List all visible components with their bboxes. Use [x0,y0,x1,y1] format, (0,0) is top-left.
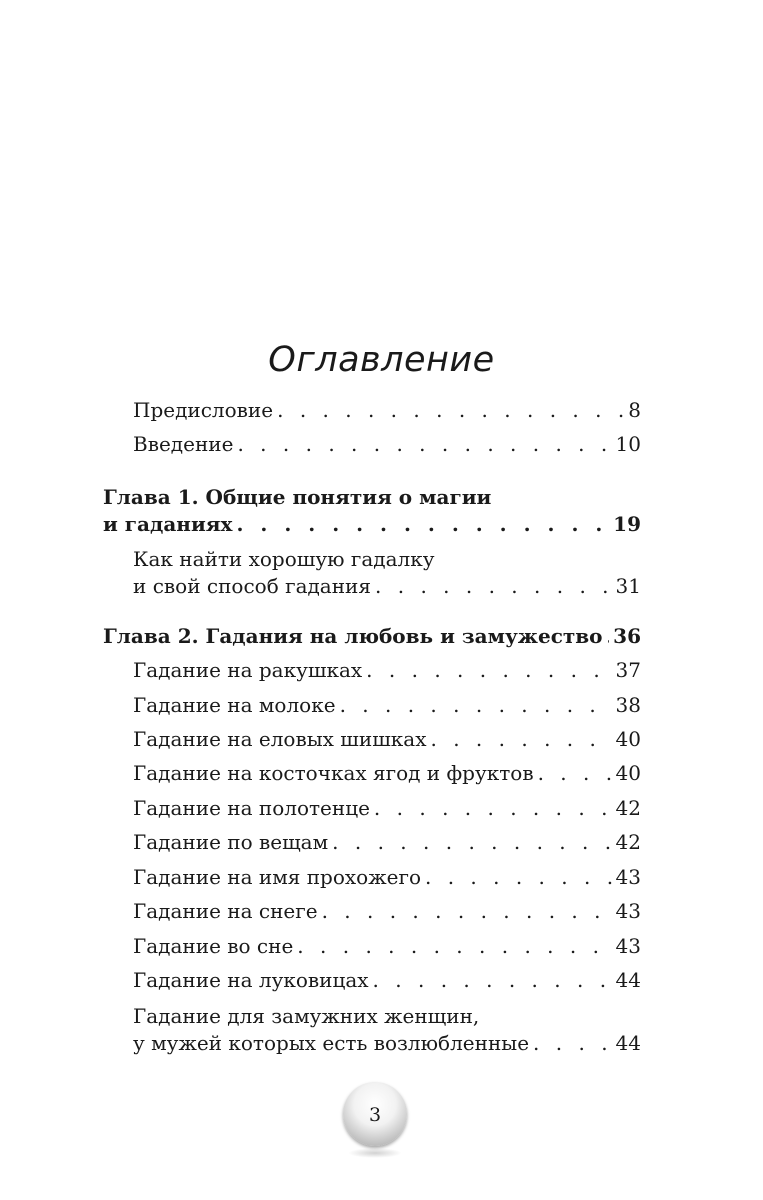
toc-entry-page: 42 [615,830,641,854]
toc-entry-label: Предисловие [133,398,274,422]
toc-entry-milk[interactable] [133,692,641,719]
dot-leader [374,795,612,822]
dot-leader [607,623,610,650]
dot-leader [332,829,611,856]
toc-entry-label: Гадание во сне [133,934,294,958]
toc-entry-find-fortune-teller[interactable] [133,546,641,600]
toc-entry-label: Глава 2. Гадания на любовь и замужество [103,624,603,648]
toc-entry-pine-cones[interactable] [133,726,641,753]
toc-entry-preface[interactable] [133,397,641,424]
toc-entry-chapter-2[interactable] [103,623,641,650]
dot-leader [533,1030,612,1057]
page-number-shadow [348,1148,402,1158]
toc-entry-label: Гадание на луковицах [133,968,369,992]
dot-leader [538,760,612,787]
toc-entry-page: 44 [615,1031,641,1055]
toc-entry-page: 10 [615,432,641,456]
toc-entry-label: Гадание на косточках ягод и фруктов [133,761,534,785]
dot-leader [375,573,612,600]
toc-entry-page: 19 [613,512,641,536]
dot-leader [277,397,624,424]
toc-entry-married-women[interactable] [133,1003,641,1057]
page-number-badge [340,1082,410,1152]
toc-entry-label: Гадание на снеге [133,899,318,923]
toc-entry-page: 43 [615,865,641,889]
toc-entry-introduction[interactable] [133,431,641,458]
toc-entry-label: Гадание на ракушках [133,658,363,682]
toc-entry-page: 38 [615,693,641,717]
toc-entry-page: 40 [615,761,641,785]
toc-entry-page: 44 [615,968,641,992]
toc-entry-passerby-name[interactable] [133,864,641,891]
dot-leader [373,967,612,994]
dot-leader [322,898,612,925]
toc-entry-fruit-pits[interactable] [133,760,641,787]
dot-leader [297,933,611,960]
toc-entry-label-line-2: и свой способ гадания [133,574,372,598]
toc-entry-label: Гадание по вещам [133,830,329,854]
toc-entry-label-line-2: у мужей которых есть возлюбленные [133,1031,530,1055]
toc-entry-onions[interactable] [133,967,641,994]
toc-entry-page: 31 [615,574,641,598]
toc-entry-page: 43 [615,899,641,923]
dot-leader [236,511,609,538]
toc-entry-things[interactable] [133,829,641,856]
toc-entry-label: Введение [133,432,234,456]
toc-entry-chapter-1[interactable] [103,484,641,538]
toc-entry-page: 40 [615,727,641,751]
toc-entry-label: Гадание на еловых шишках [133,727,427,751]
toc-entry-label: Гадание на имя прохожего [133,865,421,889]
toc-entry-label: Гадание на полотенце [133,796,370,820]
toc-entry-snow[interactable] [133,898,641,925]
dot-leader [425,864,612,891]
toc-entry-towel[interactable] [133,795,641,822]
toc-entry-label-line-1: Гадание для замужних женщин, [133,1004,480,1028]
toc-entry-label-line-2: и гаданиях [103,512,233,536]
toc-entry-page: 36 [613,624,641,648]
page-number: 3 [368,1104,382,1126]
toc-entry-label-line-1: Как найти хорошую гадалку [133,547,435,571]
dot-leader [340,692,612,719]
toc-entry-page: 8 [628,398,641,422]
toc-entry-page: 37 [615,658,641,682]
toc-entry-dream[interactable] [133,933,641,960]
toc-entry-page: 43 [615,934,641,958]
toc-entry-label: Гадание на молоке [133,693,336,717]
dot-leader [237,431,611,458]
dot-leader [431,726,612,753]
toc-entry-label-line-1: Глава 1. Общие понятия о магии [103,485,492,509]
toc-title: Оглавление [268,340,495,380]
toc-entry-shells[interactable] [133,657,641,684]
toc-entry-page: 42 [615,796,641,820]
dot-leader [366,657,611,684]
